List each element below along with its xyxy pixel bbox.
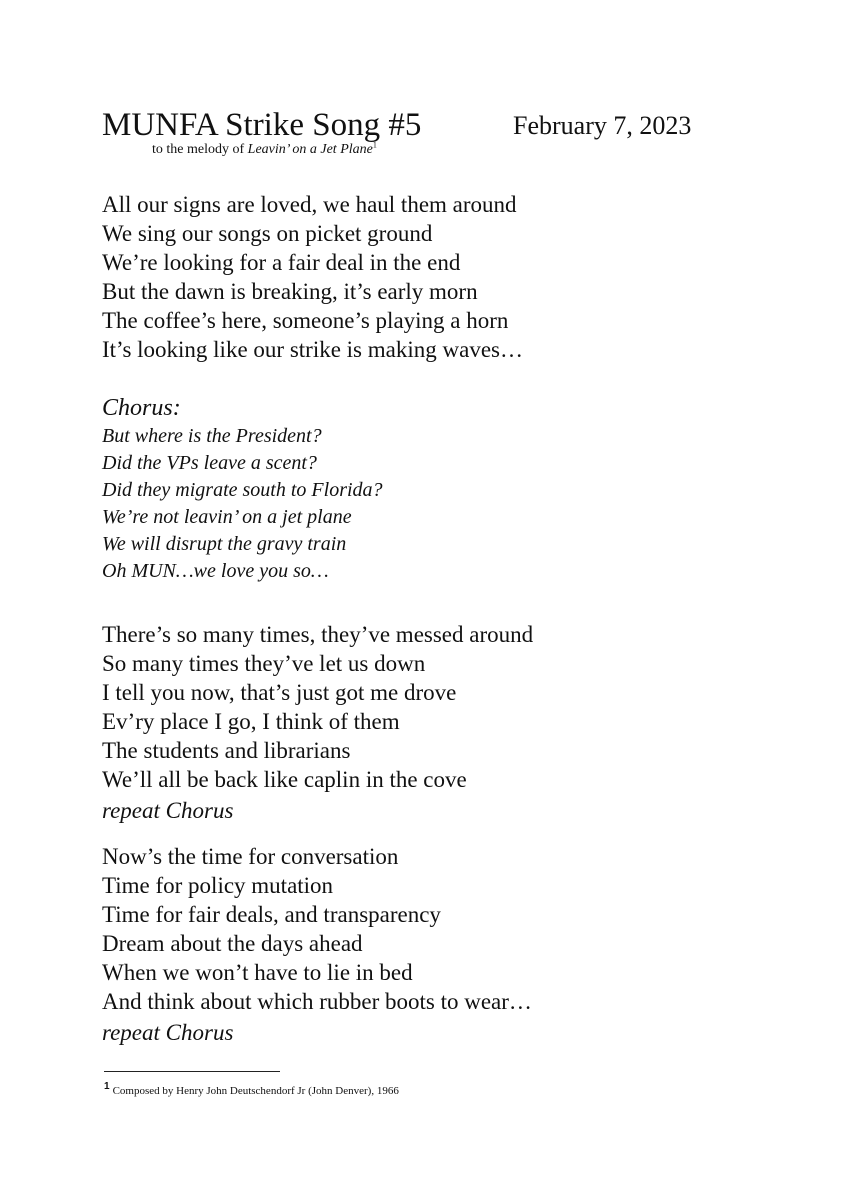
footnote: [104, 1083, 399, 1099]
chorus-heading: Chorus:: [102, 395, 181, 421]
verse-line: We’ll all be back like caplin in the cove: [102, 767, 467, 792]
verse-line: Time for fair deals, and transparency: [102, 902, 441, 927]
verse-line: I tell you now, that’s just got me drove: [102, 680, 457, 705]
subtitle-prefix: to the melody of: [152, 142, 248, 157]
song-date: February 7, 2023: [513, 111, 692, 140]
verse-line: It’s looking like our strike is making waves…: [102, 337, 523, 362]
song-title: MUNFA Strike Song #5: [102, 107, 422, 143]
verse-line: We’re looking for a fair deal in the end: [102, 250, 461, 275]
verse-line: Ev’ry place I go, I think of them: [102, 709, 400, 734]
chorus-line: We’re not leavin’ on a jet plane: [102, 506, 352, 528]
verse-line: So many times they’ve let us down: [102, 651, 426, 676]
chorus-line: We will disrupt the gravy train: [102, 533, 347, 555]
chorus-line: But where is the President?: [102, 425, 322, 447]
verse-2: [102, 620, 533, 794]
verse-line: The coffee’s here, someone’s playing a horn: [102, 308, 509, 333]
chorus-line: Did the VPs leave a scent?: [102, 452, 317, 474]
footnote-mark: 1: [104, 1081, 110, 1093]
subtitle-song-name: Leavin’ on a Jet Plane: [247, 142, 373, 157]
verse-line: We sing our songs on picket ground: [102, 221, 433, 246]
repeat-chorus-note: repeat Chorus: [102, 798, 234, 823]
footnote-text: Composed by Henry John Deutschendorf Jr (John Denver), 1966: [112, 1085, 399, 1097]
footnote-divider: [104, 1071, 280, 1072]
verse-line: Dream about the days ahead: [102, 931, 363, 956]
verse-line: The students and librarians: [102, 738, 351, 763]
verse-3: [102, 842, 532, 1016]
chorus-line: Did they migrate south to Florida?: [102, 479, 383, 501]
verse-line: All our signs are loved, we haul them around: [102, 192, 517, 217]
subtitle-footnote-mark: 1: [372, 140, 377, 150]
verse-line: And think about which rubber boots to wear…: [102, 989, 532, 1014]
verse-line: There’s so many times, they’ve messed around: [102, 622, 534, 647]
repeat-chorus-note: repeat Chorus: [102, 1020, 234, 1045]
chorus-line: Oh MUN…we love you so…: [102, 560, 329, 582]
verse-line: But the dawn is breaking, it’s early morn: [102, 279, 478, 304]
verse-line: Time for policy mutation: [102, 873, 334, 898]
melody-subtitle: [152, 141, 377, 159]
verse-line: When we won’t have to lie in bed: [102, 960, 413, 985]
verse-1: [102, 190, 523, 364]
verse-line: Now’s the time for conversation: [102, 844, 399, 869]
chorus: [102, 423, 383, 585]
